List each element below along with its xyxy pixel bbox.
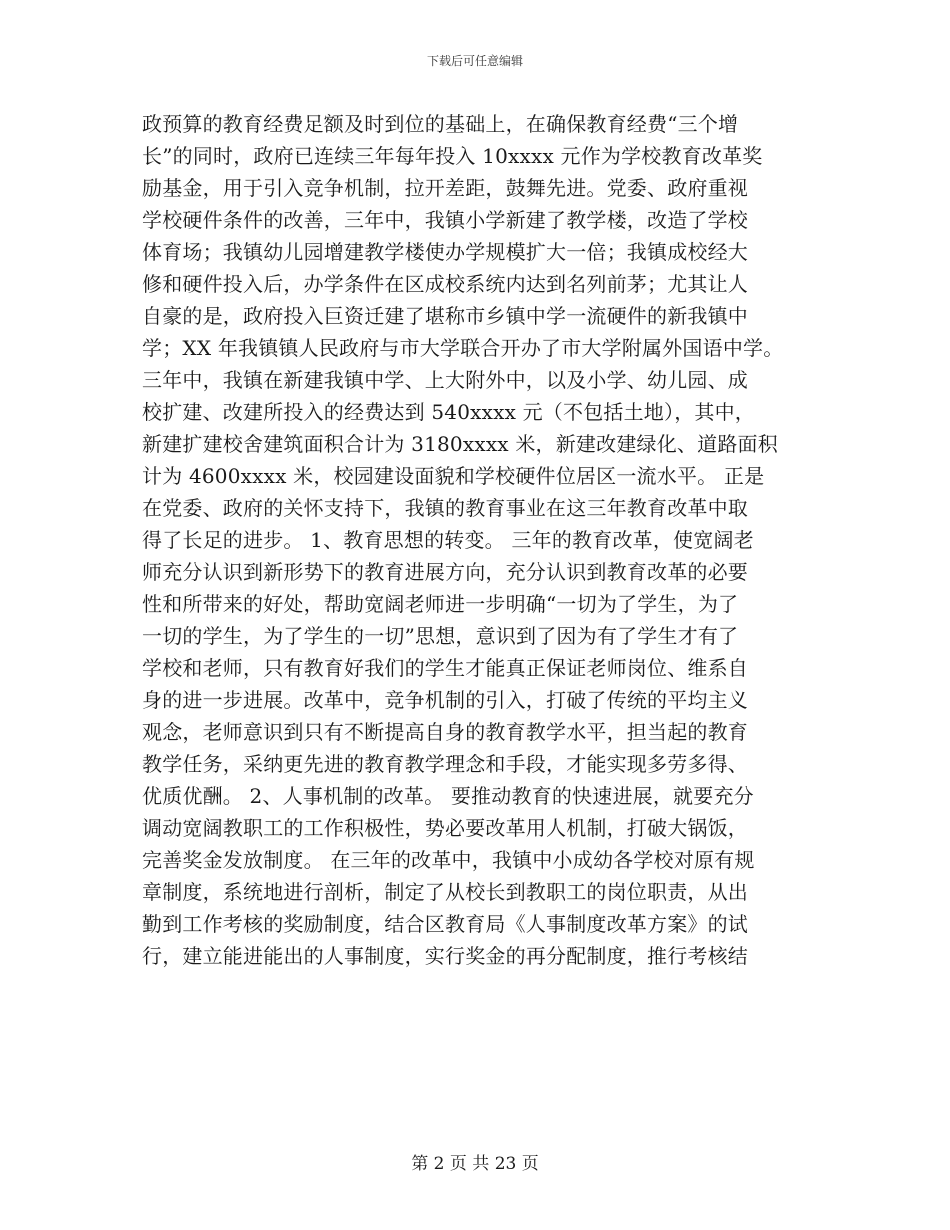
- body-line: 自豪的是，政府投入巨资迁建了堪称市乡镇中学一流硬件的新我镇中: [142, 304, 748, 328]
- body-line: 新建扩建校舍建筑面积合计为 3180xxxx 米，新建改建绿化、道路面积: [142, 432, 778, 456]
- body-line: 校扩建、改建所投入的经费达到 540xxxx 元（不包括土地），其中，: [142, 400, 756, 424]
- body-line: 完善奖金发放制度。 在三年的改革中，我镇中小成幼各学校对原有规: [142, 848, 755, 872]
- body-line: 章制度，系统地进行剖析，制定了从校长到教职工的岗位职责，从出: [142, 880, 748, 904]
- body-line: 教学任务，采纳更先进的教育教学理念和手段，才能实现多劳多得、: [142, 752, 748, 776]
- body-line: 调动宽阔教职工的工作积极性，势必要改革用人机制，打破大锅饭，: [142, 816, 748, 840]
- body-line: 学校和老师，只有教育好我们的学生才能真正保证老师岗位、维系自: [142, 656, 748, 680]
- page-number-footer: 第 2 页 共 23 页: [411, 1154, 539, 1174]
- body-line: 师充分认识到新形势下的教育进展方向，充分认识到教育改革的必要: [142, 560, 748, 584]
- body-line: 观念，老师意识到只有不断提高自身的教育教学水平，担当起的教育: [142, 720, 748, 744]
- body-line: 得了长足的进步。 1、教育思想的转变。 三年的教育改革，使宽阔老: [142, 528, 754, 552]
- page-header: 下载后可任意编辑: [426, 54, 523, 68]
- body-line: 学；XX 年我镇镇人民政府与市大学联合开办了市大学附属外国语中学。: [142, 336, 784, 360]
- body-line: 性和所带来的好处，帮助宽阔老师进一步明确“一切为了学生，为了: [142, 592, 739, 616]
- body-line: 计为 4600xxxx 米，校园建设面貌和学校硬件位居区一流水平。 正是: [142, 464, 765, 488]
- body-line: 政预算的教育经费足额及时到位的基础上，在确保教育经费“三个增: [142, 112, 739, 136]
- body-line: 行，建立能进能出的人事制度，实行奖金的再分配制度，推行考核结: [142, 944, 748, 968]
- body-line: 身的进一步进展。改革中，竞争机制的引入，打破了传统的平均主义: [142, 688, 748, 712]
- body-line: 三年中，我镇在新建我镇中学、上大附外中，以及小学、幼儿园、成: [142, 368, 748, 392]
- body-line: 优质优酬。 2、人事机制的改革。 要推动教育的快速进展，就要充分: [142, 784, 754, 808]
- body-line: 一切的学生，为了学生的一切”思想，意识到了因为有了学生才有了: [142, 624, 739, 648]
- body-line: 励基金，用于引入竞争机制，拉开差距，鼓舞先进。党委、政府重视: [142, 176, 748, 200]
- body-line: 在党委、政府的关怀支持下，我镇的教育事业在这三年教育改革中取: [142, 496, 748, 520]
- body-line: 长”的同时，政府已连续三年每年投入 10xxxx 元作为学校教育改革奖: [142, 144, 763, 168]
- document-body: [142, 108, 808, 972]
- body-line: 勤到工作考核的奖励制度，结合区教育局《人事制度改革方案》的试: [142, 912, 748, 936]
- body-line: 学校硬件条件的改善，三年中，我镇小学新建了教学楼，改造了学校: [142, 208, 748, 232]
- body-line: 体育场；我镇幼儿园增建教学楼使办学规模扩大一倍；我镇成校经大: [142, 240, 748, 264]
- body-line: 修和硬件投入后，办学条件在区成校系统内达到名列前茅；尤其让人: [142, 272, 748, 296]
